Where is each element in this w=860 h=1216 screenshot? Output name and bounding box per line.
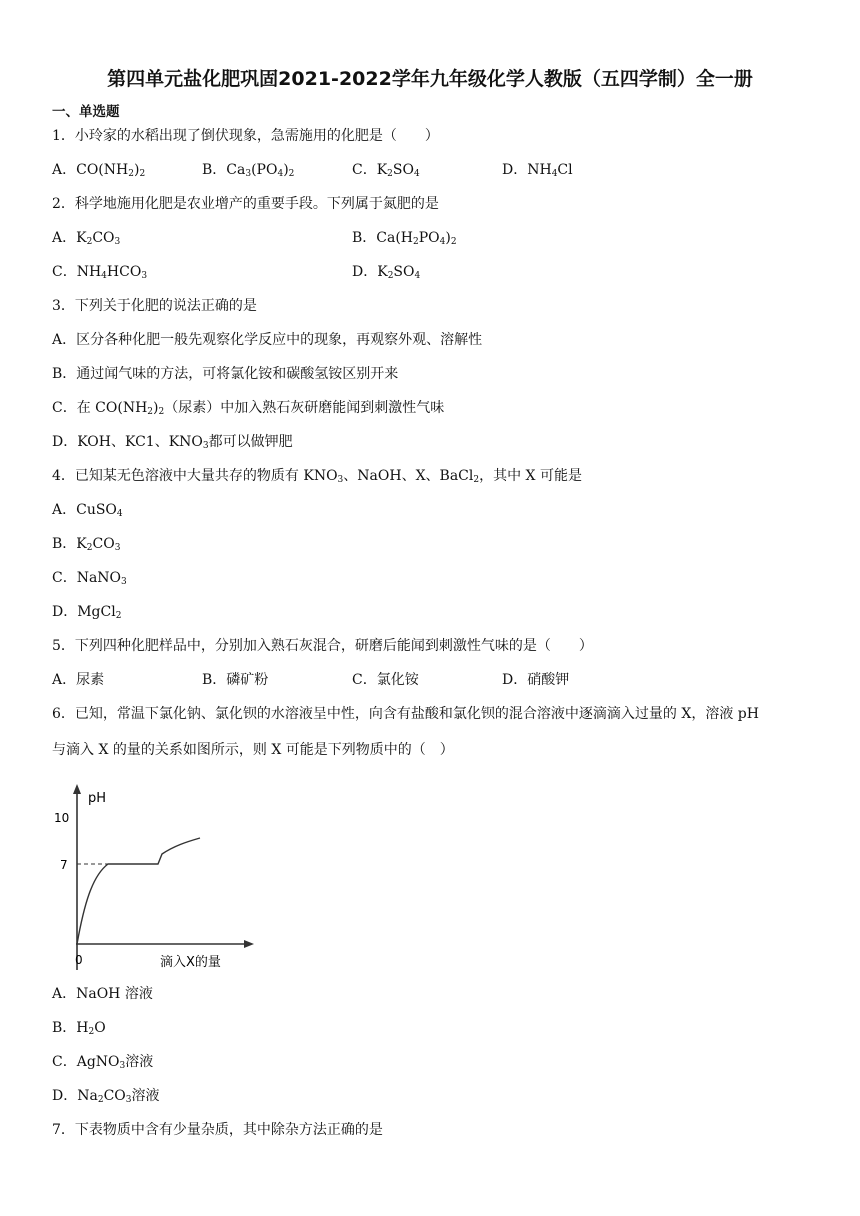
q5-option-b: B．磷矿粉 [202, 672, 269, 688]
q6-option-c: C．AgNO$_3$溶液 [52, 1054, 154, 1071]
q4-option-b: B．$K_2CO_3$ [52, 536, 121, 553]
question-3-stem: 3．下列关于化肥的说法正确的是 [52, 298, 257, 314]
q5-option-a: A．尿素 [52, 672, 105, 688]
question-6-stem: 6．已知，常温下氯化钠、氯化钡的水溶液呈中性，向含有盐酸和氯化钡的混合溶液中逐滴滴入过量的 X，溶液 pH [52, 706, 759, 722]
q3-option-b: B．通过闻气味的方法，可将氯化铵和碳酸氢铵区别开来 [52, 366, 399, 382]
q2-option-c: C．$NH_4HCO_3$ [52, 264, 148, 281]
question-7-stem: 7．下表物质中含有少量杂质，其中除杂方法正确的是 [52, 1122, 383, 1138]
q2-option-d: D．$K_2SO_4$ [352, 264, 421, 281]
ph-graph [50, 780, 270, 980]
q2-option-a: A．$K_2CO_3$ [52, 230, 121, 247]
q4-option-a: A．CuSO$_4$ [52, 502, 123, 519]
x-axis-arrow [244, 940, 254, 948]
section-heading: 一、单选题 [52, 104, 120, 120]
q6-option-d: D．$Na_2CO_3$溶液 [52, 1088, 160, 1105]
y-tick-7: 7 [60, 858, 68, 872]
origin-label: 0 [75, 953, 83, 967]
q4-option-d: D．MgCl$_2$ [52, 604, 122, 621]
question-5-stem: 5．下列四种化肥样品中，分别加入熟石灰混合，研磨后能闻到刺激性气味的是（ ） [52, 638, 593, 654]
q3-option-c: C．在 $CO(NH_2)_2$（尿素）中加入熟石灰研磨能闻到刺激性气味 [52, 400, 445, 417]
q3-option-d: D．KOH、KC1、$KNO_3$都可以做钾肥 [52, 434, 293, 451]
q3-option-a: A．区分各种化肥一般先观察化学反应中的现象，再观察外观、溶解性 [52, 332, 483, 348]
q1-option-a: A．$CO(NH_2)_2$ [52, 162, 146, 179]
q4-option-c: C．NaNO$_3$ [52, 570, 127, 587]
q1-option-b: B．$Ca_3(PO_4)_2$ [202, 162, 295, 179]
y-axis-label: pH [88, 791, 107, 806]
y-axis-arrow [73, 784, 81, 794]
question-4-stem: 4．已知某无色溶液中大量共存的物质有 $KNO_3$、NaOH、X、BaCl$_2$，其中 X 可能是 [52, 468, 582, 485]
question-6-stem-line2: 与滴入 X 的量的关系如图所示，则 X 可能是下列物质中的（ ） [52, 742, 454, 758]
q1-option-d: D．$NH_4Cl$ [502, 162, 573, 179]
question-1-stem: 1．小玲家的水稻出现了倒伏现象，急需施用的化肥是（ ） [52, 128, 439, 144]
q5-option-d: D．硝酸钾 [502, 672, 570, 688]
document-title: 第四单元盐化肥巩固2021-2022学年九年级化学人教版（五四学制）全一册 [107, 68, 753, 90]
y-tick-10: 10 [54, 811, 70, 825]
q5-option-c: C．氯化铵 [352, 672, 419, 688]
question-2-stem: 2．科学地施用化肥是农业增产的重要手段。下列属于氮肥的是 [52, 196, 439, 212]
q1-option-c: C．$K_2SO_4$ [352, 162, 420, 179]
x-axis-label: 滴入X的量 [160, 955, 221, 970]
ph-curve [77, 838, 200, 944]
q6-option-b: B．$H_2O$ [52, 1020, 106, 1037]
q6-option-a: A．NaOH 溶液 [52, 986, 153, 1002]
q2-option-b: B．$Ca(H_2PO_4)_2$ [352, 230, 457, 247]
